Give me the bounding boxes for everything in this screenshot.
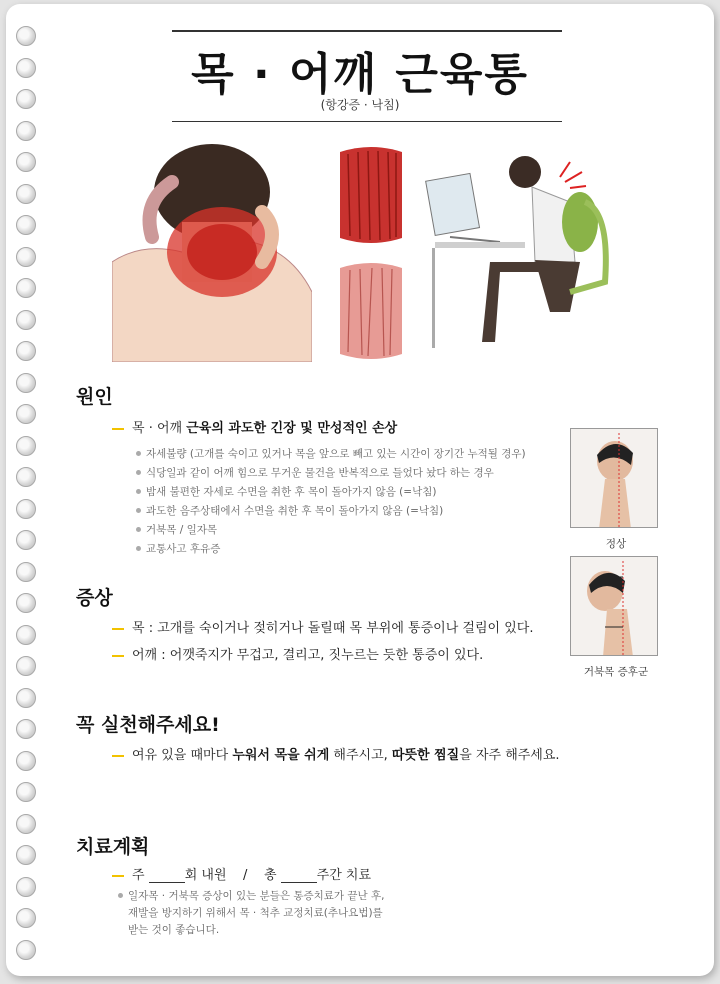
binder-hole: [16, 562, 36, 582]
practice-line: [112, 744, 560, 763]
symptom-line: [112, 617, 533, 636]
cause-item: 자세불량 (고개를 숙이고 있거나 목을 앞으로 빼고 있는 시간이 장기간 누적될 경우): [146, 448, 526, 460]
binder-hole: [16, 625, 36, 645]
turtle-caption: 거북목 증후군: [583, 666, 649, 678]
practice-heading: 꼭 실천해주세요!: [76, 710, 220, 737]
cause-item: 과도한 음주상태에서 수면을 취한 후 목이 돌아가지 않음 (=낙침): [146, 505, 444, 517]
muscle-fiber-illustration: [334, 142, 408, 362]
binder-hole: [16, 688, 36, 708]
binder-hole: [16, 593, 36, 613]
binder-hole: [16, 121, 36, 141]
plan-weeks-label: 주간 치료: [316, 868, 372, 883]
binder-hole: [16, 656, 36, 676]
page-title: 목 · 어깨 근육통: [191, 49, 529, 100]
plan-heading: 치료계획: [76, 832, 149, 859]
practice-emphasis: 따뜻한 찜질: [391, 748, 460, 763]
binder-hole: [16, 814, 36, 834]
practice-text: 을 자주 해주세요.: [459, 748, 560, 763]
cause-item: 거북목 / 일자목: [146, 524, 218, 536]
plan-note-line: 재발을 방지하기 위해서 목 · 척추 교정치료(추나요법)를: [128, 907, 383, 919]
cause-item: 식당일과 같이 어깨 힘으로 무거운 물건을 반복적으로 들었다 놨다 하는 경우: [146, 467, 494, 479]
cause-item: 교통사고 후유증: [146, 543, 221, 555]
plan-note: [128, 888, 385, 939]
binder-hole: [16, 184, 36, 204]
symptom-shoulder: 어깨 : 어깻죽지가 무겁고, 결리고, 짓누르는 듯한 통증이 있다.: [132, 648, 484, 663]
cause-main-prefix: 목 · 어깨: [132, 421, 187, 436]
binder-hole: [16, 247, 36, 267]
plan-schedule: [112, 864, 371, 883]
symptom-line: [112, 644, 483, 663]
practice-text: 해주시고,: [329, 748, 392, 763]
cause-item: 밤새 불편한 자세로 수면을 취한 후 목이 돌아가지 않음 (=낙침): [146, 486, 437, 498]
binder-hole: [16, 215, 36, 235]
binder-hole: [16, 152, 36, 172]
plan-total-label: 총: [263, 868, 277, 883]
binder-hole: [16, 782, 36, 802]
normal-posture-photo: [570, 428, 658, 528]
plan-visits-label: 회 내원: [184, 868, 227, 883]
dash-marker: [112, 628, 124, 630]
neck-pain-illustration: [112, 142, 312, 362]
binder-hole: [16, 719, 36, 739]
binder-hole: [16, 373, 36, 393]
binder-hole: [16, 751, 36, 771]
desk-posture-illustration: [420, 142, 620, 362]
binder-hole: [16, 310, 36, 330]
binder-hole: [16, 436, 36, 456]
dash-marker: [112, 428, 124, 430]
binder-holes: [16, 26, 38, 966]
header-rule-top: [172, 30, 562, 32]
dash-marker: [112, 875, 124, 877]
binder-hole: [16, 341, 36, 361]
practice-emphasis: 누워서 목을 쉬게: [232, 748, 330, 763]
turtle-neck-photo: [570, 556, 658, 656]
plan-note-line: 일자목 · 거북목 증상이 있는 분들은 통증치료가 끝난 후,: [128, 888, 385, 905]
plan-separator: /: [243, 868, 248, 883]
dash-marker: [112, 755, 124, 757]
header-rule-bottom: [172, 121, 562, 122]
dash-marker: [112, 655, 124, 657]
binder-hole: [16, 404, 36, 424]
weeks-blank[interactable]: [281, 871, 317, 883]
binder-hole: [16, 877, 36, 897]
cause-main-emphasis: 근육의 과도한 긴장 및 만성적인 손상: [186, 421, 398, 436]
plan-note-line: 받는 것이 좋습니다.: [128, 924, 220, 936]
binder-hole: [16, 530, 36, 550]
binder-hole: [16, 467, 36, 487]
plan-week-label: 주: [132, 868, 145, 883]
binder-hole: [16, 845, 36, 865]
symptom-neck: 목 : 고개를 숙이거나 젖히거나 돌릴때 목 부위에 통증이나 걸림이 있다.: [132, 621, 534, 636]
binder-hole: [16, 499, 36, 519]
cause-main: [112, 417, 397, 436]
binder-hole: [16, 278, 36, 298]
symptom-heading: 증상: [76, 583, 113, 610]
page-subtitle: (항강증 · 낙침): [320, 98, 400, 112]
normal-caption: 정상: [605, 538, 627, 550]
visits-blank[interactable]: [149, 871, 185, 883]
binder-hole: [16, 908, 36, 928]
binder-hole: [16, 940, 36, 960]
cause-heading: 원인: [76, 382, 113, 409]
practice-text: 여유 있을 때마다: [132, 748, 233, 763]
